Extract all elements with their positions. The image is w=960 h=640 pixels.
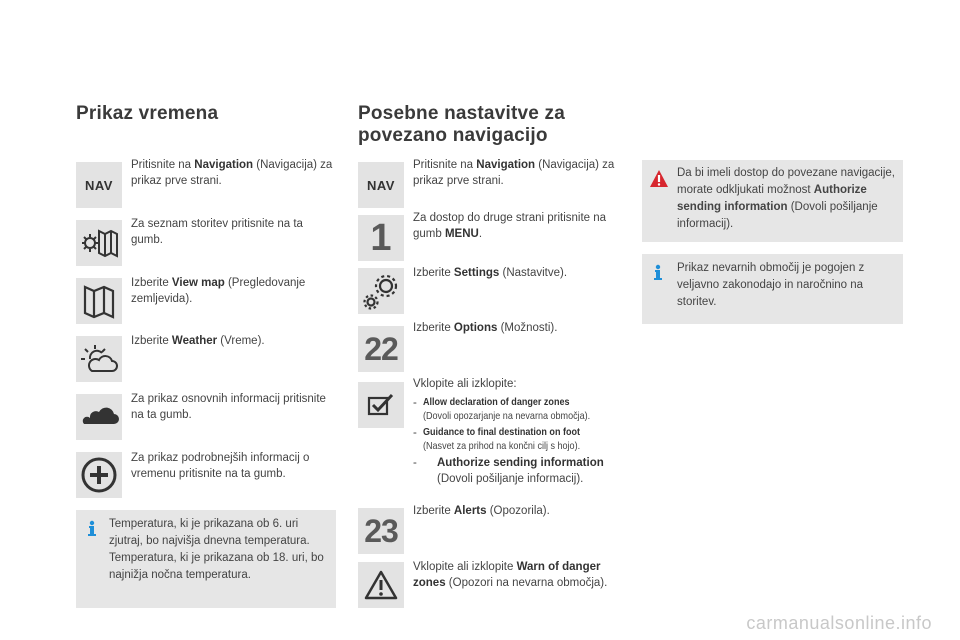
warning-triangle-icon	[363, 569, 399, 601]
access-warning-note	[642, 160, 903, 242]
left-step-detail-info: Za prikaz podrobnejših informacij o vremenu pritisnite na ta gumb.	[131, 452, 310, 480]
services-button[interactable]	[76, 220, 122, 266]
menu-button-1[interactable]	[358, 215, 404, 261]
weather-button[interactable]	[76, 336, 122, 382]
danger-zones-info-note	[642, 254, 903, 324]
nav-button-middle[interactable]	[358, 162, 404, 208]
middle-step-menu: Za dostop do druge strani pritisnite na gumb MENU.	[413, 212, 607, 240]
exclamation-icon	[649, 169, 669, 189]
options-button-22[interactable]	[358, 326, 404, 372]
detail-info-button[interactable]	[76, 452, 122, 498]
step-number-1: 1	[370, 216, 392, 259]
middle-step-navigation: Pritisnite na Navigation (Navigacija) za prikaz prve strani.	[413, 159, 615, 187]
alerts-button-23[interactable]	[358, 508, 404, 554]
info-icon	[86, 520, 98, 536]
left-step-view-map: Izberite View map (Pregledovanje zemljevida).	[131, 277, 306, 305]
left-step-navigation: Pritisnite na Navigation (Navigacija) za prikaz prve strani.	[131, 159, 333, 187]
checkbox-icon	[366, 392, 396, 418]
middle-step-options: Izberite Options (Možnosti).	[413, 322, 558, 334]
middle-step-alerts: Izberite Alerts (Opozorila).	[413, 505, 550, 517]
weather-icon	[78, 339, 120, 379]
middle-section-title: Posebne nastavitve za povezano navigacijo	[358, 103, 565, 146]
option-guidance-on-foot: Guidance to final destination on foot	[423, 426, 581, 438]
view-map-button[interactable]	[76, 278, 122, 324]
nav-label: NAV	[367, 177, 395, 193]
middle-step-warn: Vklopite ali izklopite Warn of danger zones (Opozori na nevarna območja).	[413, 561, 608, 589]
temperature-note-text: Temperatura, ki je prikazana ob 6. uri zjutraj, bo najvišja dnevna temperatura. Temperatura, ki je prikazana ob 18. uri, bo najnižja nočna temperatura.	[109, 518, 324, 581]
access-warning-text: Da bi imeli dostop do povezane navigacije, morate odkljukati možnost Authorize sending information (Dovoli pošiljanje informacij).	[677, 167, 895, 230]
info-icon	[652, 264, 664, 280]
nav-label: NAV	[85, 177, 113, 193]
option-authorize-sending: Authorize sending information	[437, 457, 604, 469]
step-number-22: 22	[364, 330, 398, 367]
watermark: carmanualsonline.info	[746, 613, 932, 633]
left-step-basic-info: Za prikaz osnovnih informacij pritisnite na ta gumb.	[131, 393, 326, 421]
middle-step-settings: Izberite Settings (Nastavitve).	[413, 267, 568, 279]
middle-step-toggles: Vklopite ali izklopite: - Allow declaration of danger zones (Dovoli opozarjanje na nevarna območja). - Guidance to final destination on foot (Nasvet za prihod na končni cilj s hojo). - Authorize sending information (Dovoli pošiljanje informacij).	[413, 378, 604, 485]
option-allow-danger-zones: Allow declaration of danger zones	[423, 396, 570, 408]
cloud-icon	[78, 402, 120, 432]
settings-map-icon	[79, 223, 119, 263]
left-section-title: Prikaz vremena	[76, 103, 219, 124]
gears-icon	[359, 269, 403, 313]
step-number-23: 23	[364, 512, 398, 549]
plus-icon	[80, 456, 118, 494]
map-icon	[79, 281, 119, 321]
left-step-services: Za seznam storitev pritisnite na ta gumb.	[131, 218, 303, 246]
left-step-weather: Izberite Weather (Vreme).	[131, 335, 265, 347]
toggle-checkbox-button[interactable]	[358, 382, 404, 428]
danger-zones-info-text: Prikaz nevarnih območij je pogojen z veljavno zakonodajo in naročnino na storitev.	[677, 262, 865, 308]
nav-button[interactable]	[76, 162, 122, 208]
settings-button[interactable]	[358, 268, 404, 314]
basic-info-button[interactable]	[76, 394, 122, 440]
temperature-info-note	[76, 510, 336, 608]
warn-danger-zones-button[interactable]	[358, 562, 404, 608]
